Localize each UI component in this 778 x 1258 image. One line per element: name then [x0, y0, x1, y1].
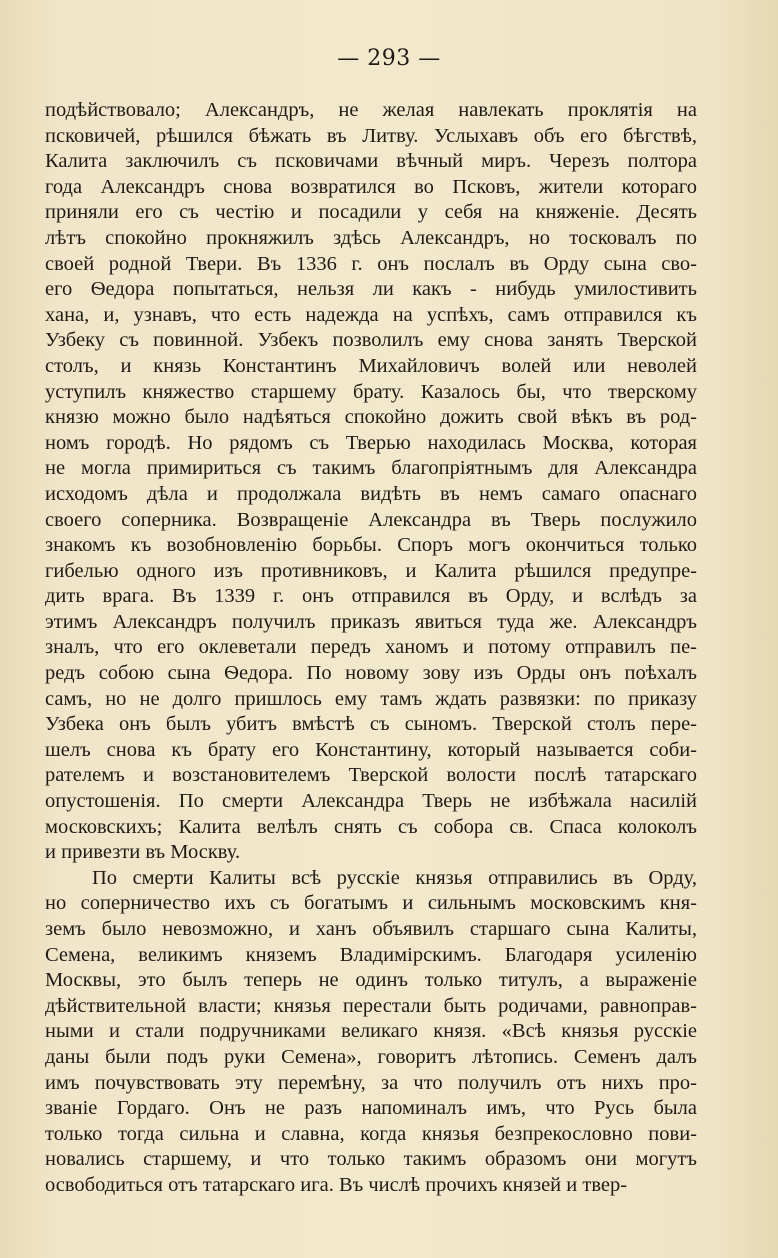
text-line: опустошенія. По смерти Александра Тверь не избѣжала насилій [45, 790, 697, 813]
text-line: шелъ снова къ брату его Константину, который называется соби- [45, 738, 697, 761]
text-line: званіе Гордаго. Онъ не разъ напоминалъ имъ, что Русь была [45, 1097, 697, 1120]
text-line: дить врага. Въ 1339 г. онъ отправился въ Орду, и вслѣдъ за [45, 585, 697, 608]
text-line: зналъ, что его оклеветали передъ ханомъ и потому отправилъ пе- [45, 636, 697, 659]
text-line: номъ городѣ. Но рядомъ съ Тверью находилась Москва, которая [45, 431, 697, 454]
text-line: освободиться отъ татарскаго ига. Въ числѣ прочихъ князей и твер- [45, 1173, 628, 1196]
text-line: не могла примириться съ такимъ благопріятнымъ для Александра [45, 457, 697, 480]
text-line: подѣйствовало; Александръ, не желая навлекать проклятія на [45, 99, 697, 121]
text-line: Узбеку съ повинной. Узбекъ позволилъ ему снова занять Тверской [45, 329, 697, 352]
text-line: но соперничество ихъ съ богатымъ и сильнымъ московскимъ кня- [45, 892, 697, 915]
text-line: даны были подъ руки Семена», говоритъ лѣтопись. Семенъ далъ [45, 1045, 697, 1068]
text-line: своего соперника. Возвращеніе Александра въ Тверь послужило [45, 508, 697, 531]
text-line: Калита заключилъ съ псковичами вѣчный миръ. Черезъ полтора [45, 150, 697, 173]
text-line: года Александръ снова возвратился во Псковъ, жители котораго [45, 175, 697, 198]
text-line: князю можно было надѣяться спокойно дожить свой вѣкъ въ род- [45, 406, 697, 429]
text-line: московскихъ; Калита велѣлъ снять съ собора св. Спаса колоколъ [45, 815, 697, 838]
text-line: знакомъ къ возобновленію борьбы. Споръ могъ окончиться только [45, 534, 697, 557]
text-line: имъ почувствовать эту перемѣну, за что получилъ отъ нихъ про- [45, 1071, 697, 1094]
text-line: Узбека онъ былъ убитъ вмѣстѣ съ сыномъ. Тверской столъ пере- [45, 713, 697, 736]
text-line: земъ было невозможно, и ханъ объявилъ старшаго сына Калиты, [45, 918, 697, 940]
text-line: Семена, великимъ княземъ Владимірскимъ. Благодаря усиленію [45, 943, 697, 966]
text-line: столъ, и князь Константинъ Михайловичъ волей или неволей [45, 354, 697, 377]
text-line: уступилъ княжество старшему брату. Казалось бы, что тверскому [45, 380, 697, 403]
paragraph [45, 98, 697, 866]
paragraph [45, 866, 697, 1199]
text-line: Москвы, это былъ теперь не одинъ только титулъ, а выраженіе [45, 969, 697, 992]
text-line: этимъ Александръ получилъ приказъ явиться туда же. Александръ [45, 610, 697, 633]
text-line: самъ, но не долго пришлось ему тамъ ждать развязки: по приказу [45, 687, 697, 710]
text-line: новались старшему, и что только такимъ образомъ они могутъ [45, 1148, 697, 1171]
text-line: редъ собою сына Ѳедора. По новому зову изъ Орды онъ поѣхалъ [45, 662, 697, 685]
text-line: своей родной Твери. Въ 1336 г. онъ послалъ въ Орду сына сво- [45, 252, 697, 275]
text-line: приняли его съ честію и посадили у себя на княженіе. Десять [45, 201, 697, 224]
text-line: По смерти Калиты всѣ русскіе князья отправились въ Орду, [92, 866, 697, 889]
text-line: только тогда сильна и славна, когда князья безпрекословно пови- [45, 1122, 697, 1145]
text-line: рателемъ и возстановителемъ Тверской волости послѣ татарскаго [45, 764, 697, 787]
text-line: его Ѳедора попытаться, нельзя ли какъ - нибудь умилостивить [45, 278, 697, 301]
page-number: — 293 — [337, 46, 441, 71]
text-line: гибелью одного изъ противниковъ, и Калита рѣшился предупре- [45, 559, 697, 582]
text-line: исходомъ дѣла и продолжала видѣть въ немъ самаго опаснаго [45, 482, 697, 505]
text-line: ными и стали подручниками великаго князя. «Всѣ князья русскіе [45, 1020, 697, 1043]
text-line: лѣтъ спокойно прокняжилъ здѣсь Александръ, но тосковалъ по [45, 226, 697, 249]
text-line: хана, и, узнавъ, что есть надежда на успѣхъ, самъ отправился къ [45, 303, 697, 326]
text-line: псковичей, рѣшился бѣжать въ Литву. Услыхавъ объ его бѣгствѣ, [45, 124, 697, 147]
text-line: и привезти въ Москву. [45, 841, 241, 864]
text-line: дѣйствительной власти; князья перестали быть родичами, равноправ- [45, 994, 697, 1017]
body-text [45, 98, 697, 1199]
